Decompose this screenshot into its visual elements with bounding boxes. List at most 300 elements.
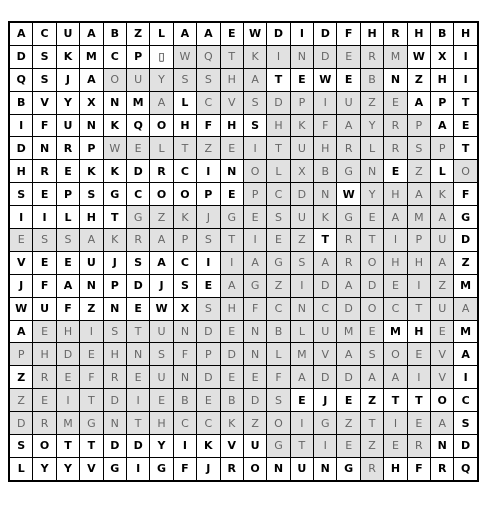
letter-cell[interactable]: I: [33, 206, 56, 229]
letter-cell[interactable]: B: [431, 22, 454, 45]
letter-cell[interactable]: H: [80, 206, 103, 229]
letter-cell[interactable]: H: [314, 137, 337, 160]
letter-cell[interactable]: E: [56, 251, 79, 274]
letter-cell[interactable]: P: [407, 114, 430, 137]
letter-cell[interactable]: I: [290, 22, 313, 45]
letter-cell[interactable]: A: [431, 206, 454, 229]
letter-cell[interactable]: V: [431, 343, 454, 366]
letter-cell[interactable]: E: [454, 114, 478, 137]
letter-cell[interactable]: I: [454, 68, 478, 91]
letter-cell[interactable]: O: [243, 457, 266, 480]
letter-cell[interactable]: A: [197, 22, 220, 45]
letter-cell[interactable]: D: [454, 229, 478, 252]
letter-cell[interactable]: Z: [150, 206, 173, 229]
letter-cell[interactable]: V: [33, 91, 56, 114]
letter-cell[interactable]: H: [407, 251, 430, 274]
letter-cell[interactable]: I: [197, 160, 220, 183]
letter-cell[interactable]: H: [220, 68, 243, 91]
letter-cell[interactable]: O: [360, 251, 383, 274]
letter-cell[interactable]: Z: [9, 389, 33, 412]
letter-cell[interactable]: G: [337, 457, 360, 480]
letter-cell[interactable]: T: [56, 435, 79, 458]
letter-cell[interactable]: N: [360, 160, 383, 183]
letter-cell[interactable]: N: [243, 320, 266, 343]
letter-cell[interactable]: D: [126, 160, 149, 183]
letter-cell[interactable]: T: [80, 389, 103, 412]
letter-cell[interactable]: O: [150, 114, 173, 137]
letter-cell[interactable]: A: [337, 274, 360, 297]
letter-cell[interactable]: E: [407, 412, 430, 435]
letter-cell[interactable]: R: [150, 160, 173, 183]
letter-cell[interactable]: T: [220, 229, 243, 252]
letter-cell[interactable]: H: [407, 22, 430, 45]
letter-cell[interactable]: D: [220, 343, 243, 366]
letter-cell[interactable]: N: [103, 297, 126, 320]
letter-cell[interactable]: R: [384, 114, 407, 137]
letter-cell[interactable]: K: [173, 206, 196, 229]
letter-cell[interactable]: Z: [454, 251, 478, 274]
letter-cell[interactable]: N: [243, 343, 266, 366]
letter-cell[interactable]: D: [314, 366, 337, 389]
letter-cell[interactable]: C: [197, 91, 220, 114]
letter-cell[interactable]: U: [314, 320, 337, 343]
letter-cell[interactable]: K: [80, 160, 103, 183]
letter-cell[interactable]: R: [220, 457, 243, 480]
letter-cell[interactable]: D: [314, 45, 337, 68]
letter-cell[interactable]: I: [243, 229, 266, 252]
letter-cell[interactable]: O: [150, 183, 173, 206]
letter-cell[interactable]: E: [220, 183, 243, 206]
letter-cell[interactable]: Z: [360, 389, 383, 412]
letter-cell[interactable]: Y: [360, 183, 383, 206]
letter-cell[interactable]: S: [80, 183, 103, 206]
letter-cell[interactable]: E: [220, 22, 243, 45]
letter-cell[interactable]: A: [80, 68, 103, 91]
letter-cell[interactable]: A: [150, 251, 173, 274]
letter-cell[interactable]: F: [56, 297, 79, 320]
letter-cell[interactable]: B: [173, 389, 196, 412]
letter-cell[interactable]: E: [33, 183, 56, 206]
letter-cell[interactable]: B: [267, 320, 290, 343]
letter-cell[interactable]: P: [243, 183, 266, 206]
letter-cell[interactable]: O: [384, 343, 407, 366]
letter-cell[interactable]: A: [9, 320, 33, 343]
letter-cell[interactable]: T: [407, 297, 430, 320]
letter-cell[interactable]: N: [80, 274, 103, 297]
letter-cell[interactable]: N: [33, 137, 56, 160]
letter-cell[interactable]: E: [56, 160, 79, 183]
letter-cell[interactable]: A: [56, 274, 79, 297]
letter-cell[interactable]: R: [360, 45, 383, 68]
letter-cell[interactable]: D: [314, 274, 337, 297]
letter-cell[interactable]: V: [80, 457, 103, 480]
letter-cell[interactable]: H: [56, 320, 79, 343]
letter-cell[interactable]: K: [197, 435, 220, 458]
letter-cell[interactable]: G: [454, 206, 478, 229]
letter-cell[interactable]: L: [56, 206, 79, 229]
letter-cell[interactable]: I: [290, 274, 313, 297]
letter-cell[interactable]: C: [267, 183, 290, 206]
letter-cell[interactable]: R: [56, 137, 79, 160]
letter-cell[interactable]: N: [173, 366, 196, 389]
letter-cell[interactable]: Z: [126, 22, 149, 45]
letter-cell[interactable]: S: [33, 45, 56, 68]
letter-cell[interactable]: E: [33, 320, 56, 343]
letter-cell[interactable]: N: [290, 297, 313, 320]
letter-cell[interactable]: J: [197, 206, 220, 229]
letter-cell[interactable]: S: [173, 274, 196, 297]
letter-cell[interactable]: W: [407, 45, 430, 68]
letter-cell[interactable]: H: [384, 251, 407, 274]
letter-cell[interactable]: M: [290, 343, 313, 366]
letter-cell[interactable]: T: [314, 229, 337, 252]
letter-cell[interactable]: N: [267, 457, 290, 480]
letter-cell[interactable]: A: [243, 251, 266, 274]
letter-cell[interactable]: I: [290, 412, 313, 435]
letter-cell[interactable]: S: [454, 412, 478, 435]
letter-cell[interactable]: I: [407, 274, 430, 297]
letter-cell[interactable]: B: [360, 68, 383, 91]
letter-cell[interactable]: ▯: [150, 45, 173, 68]
letter-cell[interactable]: Q: [9, 68, 33, 91]
letter-cell[interactable]: I: [126, 457, 149, 480]
letter-cell[interactable]: H: [150, 412, 173, 435]
letter-cell[interactable]: C: [314, 297, 337, 320]
letter-cell[interactable]: E: [290, 68, 313, 91]
letter-cell[interactable]: E: [267, 229, 290, 252]
letter-cell[interactable]: Z: [267, 274, 290, 297]
letter-cell[interactable]: K: [103, 160, 126, 183]
letter-cell[interactable]: F: [337, 22, 360, 45]
letter-cell[interactable]: P: [56, 183, 79, 206]
letter-cell[interactable]: G: [103, 183, 126, 206]
letter-cell[interactable]: H: [384, 183, 407, 206]
letter-cell[interactable]: I: [454, 366, 478, 389]
letter-cell[interactable]: R: [431, 457, 454, 480]
letter-cell[interactable]: P: [80, 137, 103, 160]
letter-cell[interactable]: F: [407, 457, 430, 480]
letter-cell[interactable]: A: [407, 183, 430, 206]
letter-cell[interactable]: N: [290, 45, 313, 68]
letter-cell[interactable]: C: [454, 389, 478, 412]
letter-cell[interactable]: D: [337, 297, 360, 320]
letter-cell[interactable]: E: [337, 389, 360, 412]
letter-cell[interactable]: C: [126, 183, 149, 206]
letter-cell[interactable]: C: [267, 297, 290, 320]
letter-cell[interactable]: E: [360, 320, 383, 343]
letter-cell[interactable]: U: [80, 251, 103, 274]
letter-cell[interactable]: N: [314, 457, 337, 480]
letter-cell[interactable]: J: [150, 274, 173, 297]
letter-cell[interactable]: D: [9, 45, 33, 68]
letter-cell[interactable]: T: [173, 137, 196, 160]
letter-cell[interactable]: C: [384, 297, 407, 320]
letter-cell[interactable]: Q: [454, 457, 478, 480]
letter-cell[interactable]: E: [33, 251, 56, 274]
letter-cell[interactable]: G: [267, 435, 290, 458]
letter-cell[interactable]: D: [267, 22, 290, 45]
letter-cell[interactable]: R: [103, 366, 126, 389]
letter-cell[interactable]: R: [384, 22, 407, 45]
letter-cell[interactable]: A: [431, 412, 454, 435]
letter-cell[interactable]: T: [267, 68, 290, 91]
letter-cell[interactable]: F: [267, 366, 290, 389]
letter-cell[interactable]: N: [431, 435, 454, 458]
letter-cell[interactable]: D: [197, 320, 220, 343]
letter-cell[interactable]: H: [220, 114, 243, 137]
letter-cell[interactable]: K: [103, 114, 126, 137]
letter-cell[interactable]: G: [150, 457, 173, 480]
letter-cell[interactable]: E: [56, 366, 79, 389]
letter-cell[interactable]: N: [103, 91, 126, 114]
letter-cell[interactable]: G: [337, 160, 360, 183]
letter-cell[interactable]: L: [150, 137, 173, 160]
letter-cell[interactable]: C: [103, 45, 126, 68]
letter-cell[interactable]: T: [290, 435, 313, 458]
letter-cell[interactable]: D: [103, 435, 126, 458]
letter-cell[interactable]: Q: [197, 45, 220, 68]
letter-cell[interactable]: S: [407, 137, 430, 160]
letter-cell[interactable]: H: [103, 343, 126, 366]
letter-cell[interactable]: P: [197, 183, 220, 206]
letter-cell[interactable]: K: [314, 206, 337, 229]
letter-cell[interactable]: F: [243, 297, 266, 320]
letter-cell[interactable]: A: [360, 366, 383, 389]
letter-cell[interactable]: N: [80, 114, 103, 137]
letter-cell[interactable]: I: [220, 251, 243, 274]
letter-cell[interactable]: A: [454, 343, 478, 366]
letter-cell[interactable]: E: [384, 274, 407, 297]
letter-cell[interactable]: H: [33, 343, 56, 366]
letter-cell[interactable]: I: [80, 320, 103, 343]
letter-cell[interactable]: A: [337, 114, 360, 137]
letter-cell[interactable]: J: [56, 68, 79, 91]
letter-cell[interactable]: D: [197, 366, 220, 389]
letter-cell[interactable]: H: [407, 320, 430, 343]
letter-cell[interactable]: P: [431, 91, 454, 114]
letter-cell[interactable]: M: [126, 91, 149, 114]
letter-cell[interactable]: G: [243, 274, 266, 297]
letter-cell[interactable]: U: [150, 366, 173, 389]
letter-cell[interactable]: P: [431, 137, 454, 160]
letter-cell[interactable]: I: [267, 45, 290, 68]
letter-cell[interactable]: T: [454, 91, 478, 114]
letter-cell[interactable]: U: [290, 206, 313, 229]
letter-cell[interactable]: G: [80, 412, 103, 435]
letter-cell[interactable]: M: [454, 320, 478, 343]
letter-cell[interactable]: A: [220, 274, 243, 297]
letter-cell[interactable]: S: [173, 68, 196, 91]
letter-cell[interactable]: K: [56, 45, 79, 68]
letter-cell[interactable]: D: [9, 137, 33, 160]
letter-cell[interactable]: J: [197, 457, 220, 480]
letter-cell[interactable]: E: [290, 389, 313, 412]
letter-cell[interactable]: W: [103, 137, 126, 160]
letter-cell[interactable]: D: [243, 389, 266, 412]
letter-cell[interactable]: Y: [360, 114, 383, 137]
letter-cell[interactable]: O: [103, 68, 126, 91]
letter-cell[interactable]: K: [431, 183, 454, 206]
letter-cell[interactable]: B: [9, 91, 33, 114]
letter-cell[interactable]: T: [384, 389, 407, 412]
letter-cell[interactable]: B: [220, 389, 243, 412]
letter-cell[interactable]: O: [267, 412, 290, 435]
letter-cell[interactable]: J: [314, 389, 337, 412]
letter-cell[interactable]: K: [243, 45, 266, 68]
letter-cell[interactable]: Z: [80, 297, 103, 320]
letter-cell[interactable]: S: [243, 91, 266, 114]
letter-cell[interactable]: C: [173, 251, 196, 274]
letter-cell[interactable]: C: [173, 160, 196, 183]
letter-cell[interactable]: W: [243, 22, 266, 45]
letter-cell[interactable]: R: [360, 457, 383, 480]
letter-cell[interactable]: W: [150, 297, 173, 320]
letter-cell[interactable]: P: [407, 229, 430, 252]
letter-cell[interactable]: W: [173, 45, 196, 68]
letter-cell[interactable]: Z: [360, 435, 383, 458]
letter-cell[interactable]: N: [173, 320, 196, 343]
letter-cell[interactable]: A: [431, 251, 454, 274]
letter-cell[interactable]: Z: [337, 412, 360, 435]
letter-cell[interactable]: A: [243, 68, 266, 91]
letter-cell[interactable]: Z: [290, 229, 313, 252]
letter-cell[interactable]: T: [103, 206, 126, 229]
letter-cell[interactable]: I: [314, 91, 337, 114]
letter-cell[interactable]: P: [126, 45, 149, 68]
letter-cell[interactable]: Y: [150, 435, 173, 458]
letter-cell[interactable]: S: [103, 320, 126, 343]
letter-cell[interactable]: E: [384, 435, 407, 458]
letter-cell[interactable]: I: [243, 137, 266, 160]
letter-cell[interactable]: Z: [431, 274, 454, 297]
letter-cell[interactable]: O: [243, 160, 266, 183]
letter-cell[interactable]: X: [431, 45, 454, 68]
letter-cell[interactable]: T: [360, 229, 383, 252]
letter-cell[interactable]: E: [220, 137, 243, 160]
letter-cell[interactable]: A: [150, 229, 173, 252]
letter-cell[interactable]: A: [150, 91, 173, 114]
letter-cell[interactable]: H: [267, 114, 290, 137]
letter-cell[interactable]: X: [173, 297, 196, 320]
letter-cell[interactable]: A: [9, 22, 33, 45]
letter-cell[interactable]: V: [220, 91, 243, 114]
letter-cell[interactable]: U: [33, 297, 56, 320]
letter-cell[interactable]: Y: [33, 457, 56, 480]
letter-cell[interactable]: Q: [126, 114, 149, 137]
letter-cell[interactable]: A: [80, 229, 103, 252]
letter-cell[interactable]: T: [220, 45, 243, 68]
letter-cell[interactable]: E: [220, 366, 243, 389]
letter-cell[interactable]: E: [126, 366, 149, 389]
letter-cell[interactable]: E: [431, 320, 454, 343]
letter-cell[interactable]: E: [360, 206, 383, 229]
letter-cell[interactable]: I: [454, 45, 478, 68]
letter-cell[interactable]: S: [9, 435, 33, 458]
letter-cell[interactable]: P: [103, 274, 126, 297]
letter-cell[interactable]: U: [56, 114, 79, 137]
letter-cell[interactable]: O: [454, 160, 478, 183]
letter-cell[interactable]: J: [9, 274, 33, 297]
letter-cell[interactable]: T: [126, 412, 149, 435]
letter-cell[interactable]: Z: [197, 137, 220, 160]
letter-cell[interactable]: E: [150, 389, 173, 412]
letter-cell[interactable]: Z: [9, 366, 33, 389]
letter-cell[interactable]: H: [220, 297, 243, 320]
letter-cell[interactable]: R: [337, 137, 360, 160]
letter-cell[interactable]: E: [243, 206, 266, 229]
letter-cell[interactable]: D: [454, 435, 478, 458]
letter-cell[interactable]: F: [80, 366, 103, 389]
letter-cell[interactable]: H: [360, 22, 383, 45]
letter-cell[interactable]: U: [431, 297, 454, 320]
letter-cell[interactable]: Z: [407, 160, 430, 183]
letter-cell[interactable]: C: [173, 412, 196, 435]
letter-cell[interactable]: N: [220, 160, 243, 183]
letter-cell[interactable]: O: [431, 389, 454, 412]
letter-cell[interactable]: M: [80, 45, 103, 68]
letter-cell[interactable]: E: [220, 320, 243, 343]
letter-cell[interactable]: P: [197, 343, 220, 366]
letter-cell[interactable]: U: [150, 320, 173, 343]
letter-cell[interactable]: O: [33, 435, 56, 458]
letter-cell[interactable]: F: [314, 114, 337, 137]
letter-cell[interactable]: R: [126, 229, 149, 252]
letter-cell[interactable]: C: [33, 22, 56, 45]
letter-cell[interactable]: M: [384, 320, 407, 343]
letter-cell[interactable]: S: [33, 68, 56, 91]
letter-cell[interactable]: G: [267, 251, 290, 274]
letter-cell[interactable]: I: [9, 114, 33, 137]
letter-cell[interactable]: L: [267, 343, 290, 366]
letter-cell[interactable]: D: [9, 412, 33, 435]
letter-cell[interactable]: P: [173, 229, 196, 252]
letter-cell[interactable]: N: [126, 343, 149, 366]
letter-cell[interactable]: M: [454, 274, 478, 297]
letter-cell[interactable]: S: [197, 68, 220, 91]
letter-cell[interactable]: L: [173, 91, 196, 114]
letter-cell[interactable]: P: [9, 343, 33, 366]
letter-cell[interactable]: R: [33, 412, 56, 435]
letter-cell[interactable]: Y: [150, 68, 173, 91]
letter-cell[interactable]: I: [9, 206, 33, 229]
letter-cell[interactable]: E: [33, 389, 56, 412]
letter-cell[interactable]: V: [431, 366, 454, 389]
letter-cell[interactable]: U: [126, 68, 149, 91]
letter-cell[interactable]: M: [56, 412, 79, 435]
letter-cell[interactable]: U: [431, 229, 454, 252]
letter-cell[interactable]: Y: [56, 457, 79, 480]
letter-cell[interactable]: G: [337, 206, 360, 229]
letter-cell[interactable]: E: [337, 435, 360, 458]
letter-cell[interactable]: S: [267, 206, 290, 229]
letter-cell[interactable]: I: [126, 389, 149, 412]
letter-cell[interactable]: T: [267, 137, 290, 160]
letter-cell[interactable]: G: [220, 206, 243, 229]
letter-cell[interactable]: D: [314, 22, 337, 45]
letter-cell[interactable]: I: [384, 229, 407, 252]
letter-cell[interactable]: N: [384, 68, 407, 91]
letter-cell[interactable]: G: [314, 412, 337, 435]
letter-cell[interactable]: V: [314, 343, 337, 366]
letter-cell[interactable]: W: [9, 297, 33, 320]
letter-cell[interactable]: H: [9, 160, 33, 183]
letter-cell[interactable]: F: [454, 183, 478, 206]
letter-cell[interactable]: I: [407, 366, 430, 389]
letter-cell[interactable]: A: [290, 366, 313, 389]
letter-cell[interactable]: E: [80, 343, 103, 366]
letter-cell[interactable]: Z: [360, 91, 383, 114]
letter-cell[interactable]: M: [384, 45, 407, 68]
